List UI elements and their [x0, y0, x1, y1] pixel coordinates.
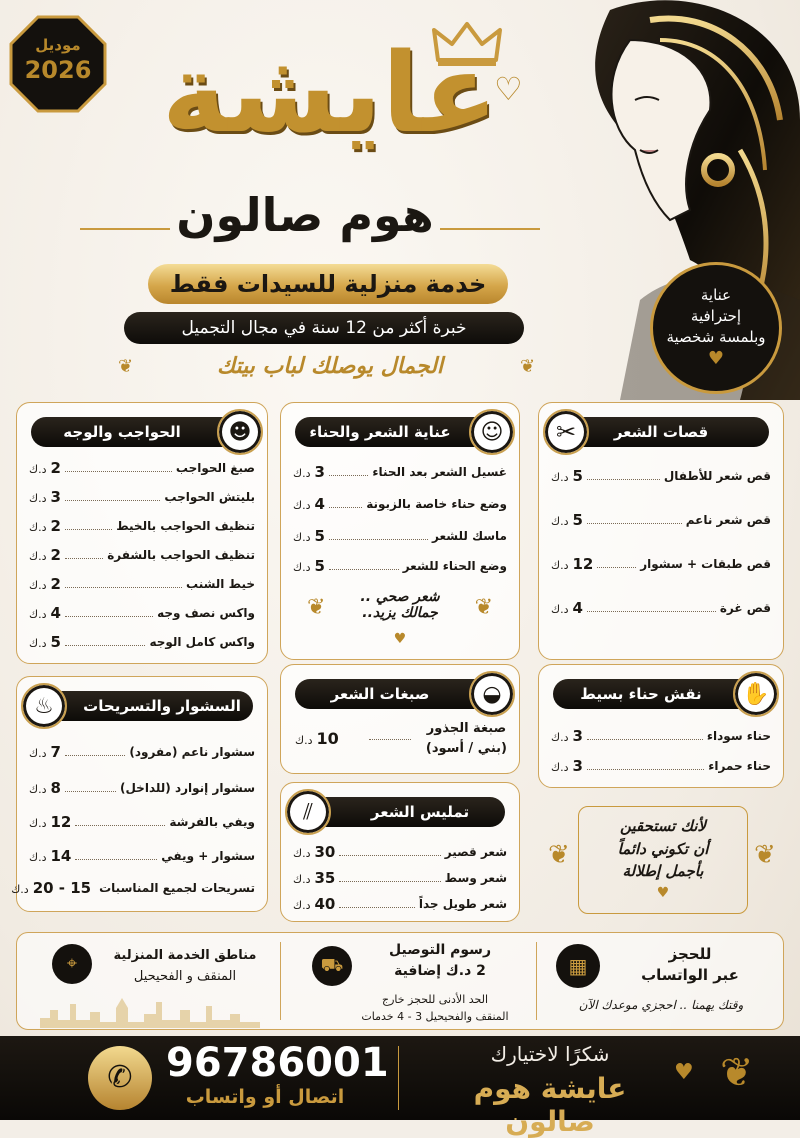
model-year: 2026: [24, 56, 92, 84]
card-blowdry: [11, 676, 268, 912]
delivery-title: رسوم التوصيل: [388, 942, 492, 958]
leaf-ornament-icon: ❦: [474, 595, 493, 620]
leaf-ornament-icon: ❦: [754, 840, 776, 870]
card-title: قصات الشعر: [553, 417, 769, 447]
delivery-fee: 2 د.ك إضافية: [394, 963, 486, 979]
card-haircuts: [538, 402, 784, 660]
leaf-ornament-icon: ❦: [720, 1050, 754, 1096]
list-item: ماسك للشعر 5د.ك: [293, 527, 507, 545]
areas-title: مناطق الخدمة المنزلية: [113, 948, 257, 963]
list-item: بليتش الحواجب 3د.ك: [29, 488, 255, 506]
care-badge: [650, 262, 782, 394]
care-line: عناية: [700, 286, 732, 304]
card-title: الحواجب والوجه: [31, 417, 253, 447]
heart-icon: ♥: [393, 631, 407, 647]
card-title: صبغات الشعر: [295, 679, 505, 709]
list-item: قص شعر للأطفال 5د.ك: [551, 467, 771, 485]
card-straightening: [280, 782, 520, 922]
price: 10د.ك: [295, 729, 339, 748]
list-item: خيط الشنب 2د.ك: [29, 575, 255, 593]
card-hair-henna: [280, 402, 520, 660]
list-item: قص طبقات + سشوار 12د.ك: [551, 555, 771, 573]
list-item: شعر طويل جداً 40د.ك: [293, 895, 507, 913]
color-bowl-icon: ◒: [469, 671, 515, 717]
divider: [536, 942, 537, 1020]
list-item: سشوار + ويفي 14د.ك: [29, 847, 255, 865]
card-title: عناية الشعر والحناء: [295, 417, 505, 447]
list-item: حناء حمراء 3د.ك: [551, 757, 771, 775]
list-item: ويفي بالفرشة 12د.ك: [29, 813, 255, 831]
list-item: واكس كامل الوجه 5د.ك: [29, 633, 255, 651]
booking-title: للحجز: [668, 945, 712, 963]
leaf-ornament-icon: ❦: [520, 356, 536, 377]
care-note: شعر صحي .. جمالك يزيد..: [360, 589, 440, 621]
card-title: تمليس الشعر: [295, 797, 505, 827]
list-item: سشوار ناعم (مفرود) 7د.ك: [29, 743, 255, 761]
leaf-ornament-icon: ❦: [307, 595, 326, 620]
car-icon: ⛟: [312, 946, 352, 986]
service-banner: خدمة منزلية للسيدات فقط: [148, 264, 508, 304]
scissors-icon: ✂: [543, 409, 589, 455]
card-henna-design: [538, 664, 784, 788]
model-label: موديل: [35, 36, 81, 54]
list-item: غسيل الشعر بعد الحناء 3د.ك: [293, 463, 507, 481]
card-hair-color: [280, 664, 520, 774]
divider: [440, 228, 540, 230]
hair-color-item: صبغة الجذور (بني / أسود): [425, 721, 507, 756]
location-pin-icon: ⌖: [52, 944, 92, 984]
booking-subtitle: عبر الواتساب: [641, 966, 739, 984]
list-item: حناء سوداء 3د.ك: [551, 727, 771, 745]
list-item: قص شعر ناعم 5د.ك: [551, 511, 771, 529]
skyline-icon: [40, 990, 260, 1028]
list-item: شعر وسط 35د.ك: [293, 869, 507, 887]
henna-hand-icon: ✋: [733, 671, 779, 717]
tagline: الجمال يوصلك لباب بيتك: [216, 354, 444, 379]
list-item: وضع الحناء للشعر 5د.ك: [293, 557, 507, 575]
list-item: واكس نصف وجه 4د.ك: [29, 604, 255, 622]
thanks-text: شكرًا لاختيارك: [490, 1042, 610, 1066]
list-item: تنظيف الحواجب بالخيط 2د.ك: [29, 517, 255, 535]
woman-profile-icon: ☺: [469, 409, 515, 455]
phone-label: اتصال أو واتساب: [185, 1086, 345, 1108]
quote-line: لأنك تستحقين: [620, 817, 706, 835]
model-year-badge: [8, 14, 108, 114]
booking-block: [610, 944, 770, 986]
heart-icon: ♥: [674, 1060, 694, 1085]
care-line: وبلمسة شخصية: [666, 328, 766, 346]
calendar-icon: ▦: [556, 944, 600, 988]
list-item: قص غرة 4د.ك: [551, 599, 771, 617]
heart-icon: ♥: [707, 348, 725, 369]
heart-icon: ♡: [494, 70, 523, 108]
areas-block: [100, 946, 270, 988]
experience-banner: خبرة أكثر من 12 سنة في مجال التجميل: [124, 312, 524, 344]
list-item: شعر قصير 30د.ك: [293, 843, 507, 861]
list-item: سشوار إنوارد (للداخل) 8د.ك: [29, 779, 255, 797]
phone-number[interactable]: 96786001: [166, 1040, 389, 1086]
divider: [398, 1046, 399, 1110]
divider: [80, 228, 170, 230]
divider: [280, 942, 281, 1020]
hair-dryer-icon: ♨: [21, 683, 67, 729]
leaf-ornament-icon: ❦: [548, 840, 570, 870]
heart-icon: ♥: [656, 884, 670, 901]
quote-box: [578, 806, 748, 914]
flat-iron-icon: ⫽: [285, 789, 331, 835]
whatsapp-icon[interactable]: ✆: [88, 1046, 152, 1110]
card-brows-face: [16, 402, 268, 664]
brand-subtitle: هوم صالون: [176, 188, 434, 242]
care-line: إحترافية: [690, 307, 742, 325]
quote-line: أن تكوني دائماً: [617, 839, 709, 858]
brand-name: عايشة: [161, 29, 499, 157]
card-title: السشوار والتسريحات: [31, 691, 253, 721]
card-title: نقش حناء بسيط: [553, 679, 769, 709]
list-item: صبغ الحواجب 2د.ك: [29, 459, 255, 477]
dotted-leader: [369, 739, 411, 740]
list-item: تسريحات لجميع المناسبات 15 - 20د.ك: [11, 879, 255, 897]
areas-list: المنقف و الفحيحيل: [133, 968, 237, 984]
booking-note: وقتك يهمنا .. احجزي موعدك الآن: [578, 998, 744, 1012]
quote-line: بأجمل إطلالة: [622, 862, 704, 880]
list-item: تنظيف الحواجب بالشفرة 2د.ك: [29, 546, 255, 564]
face-icon: ☻: [217, 409, 263, 455]
delivery-block: [350, 940, 530, 982]
leaf-ornament-icon: ❦: [118, 356, 134, 377]
list-item: وضع حناء خاصة بالزبونة 4د.ك: [293, 495, 507, 513]
delivery-minimum: الحد الأدنى للحجز خارج المنقف والفحيحيل 3 - 4 خدمات: [361, 993, 509, 1023]
thanks-brand: عايشة هوم صالون: [473, 1072, 627, 1138]
